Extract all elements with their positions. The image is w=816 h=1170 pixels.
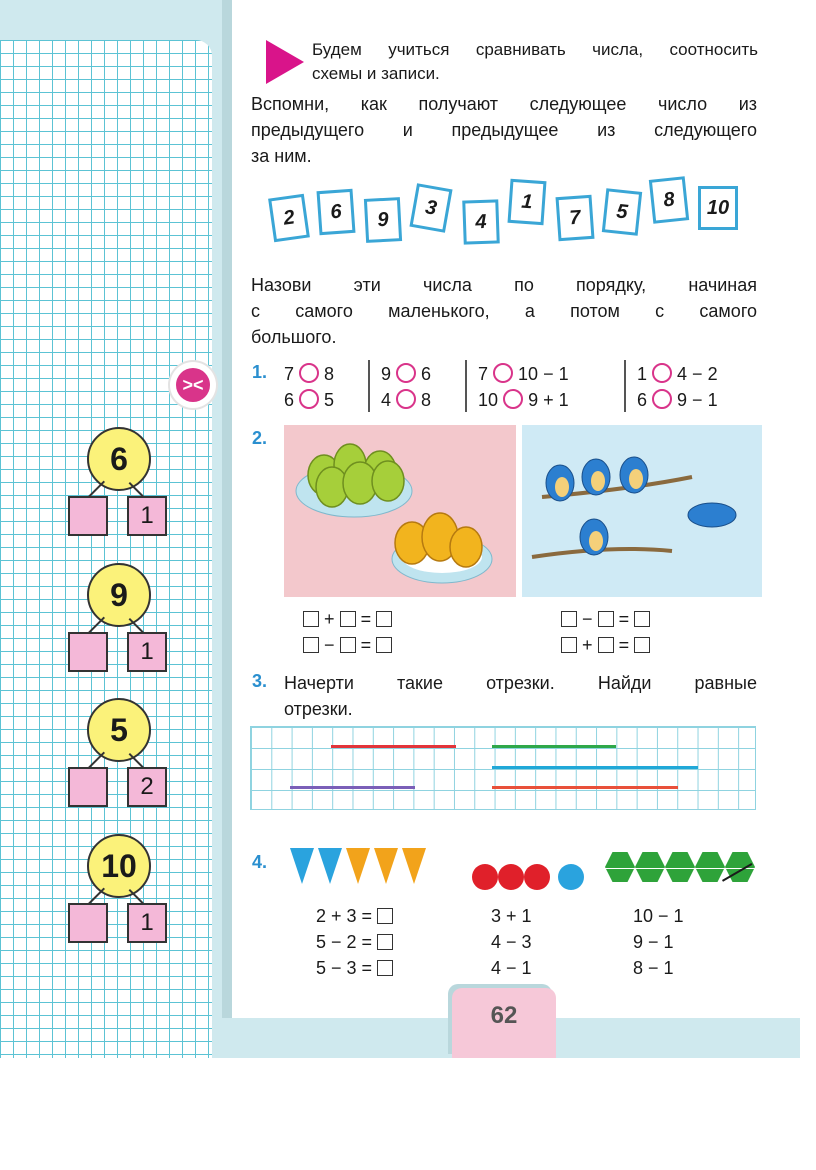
answer-box[interactable] [377,934,393,950]
ex4-col3-row: 9 − 1 [633,932,674,952]
compare-circle[interactable] [396,363,416,383]
ex3-line-1: Начерти такие отрезки. Найди равные [284,673,757,693]
tree-part-blank [68,632,108,672]
goal-arrow-icon [264,38,306,86]
intro-line-2: предыдущего и предыдущее из следующего [251,120,757,140]
ex1-left: 7 [478,364,489,384]
operator: − [324,635,335,655]
ex1-right: 8 [324,364,335,384]
ex4-col3-row: 8 − 1 [633,958,674,978]
answer-box[interactable] [598,637,614,653]
compare-circle[interactable] [652,363,672,383]
segment-orange-red [492,786,678,789]
number-card: 9 [364,197,402,243]
ex4-col2-row: 3 + 1 [491,906,532,926]
number-card: 10 [698,186,738,230]
order-task-line-3: большого. [251,327,337,347]
triangle-blue [290,848,314,884]
ex1-right: 4 − 2 [677,364,718,384]
answer-box[interactable] [634,637,650,653]
ex1-right: 5 [324,390,335,410]
ex1-row [637,361,718,387]
number-card: 1 [508,179,547,225]
segment-blue [492,766,698,769]
birds-illustration [522,425,762,597]
tree-total: 9 [87,563,151,627]
column-divider [624,360,626,412]
number-card: 6 [317,189,356,235]
goal-line-2: схемы и записи. [312,64,440,83]
operator: + [324,609,335,629]
answer-box[interactable] [561,637,577,653]
tree-part-blank [68,767,108,807]
equals: = [360,635,372,655]
ex4-col3-row: 10 − 1 [633,906,684,926]
goal-line-1: Будем учиться сравнивать числа, соотносить [312,40,758,59]
equals: = [360,609,372,629]
pears-illustration [284,425,516,597]
equals: = [618,609,630,629]
operator: − [582,609,593,629]
expression: 2 + 3 = [316,906,373,926]
dot-blue [558,864,584,890]
hexagons-group [605,852,755,882]
compare-circle[interactable] [493,363,513,383]
ex4-col1-row [316,903,393,929]
ex2-right-equation-1 [561,606,650,632]
column-divider [368,360,370,412]
tree-part-blank [68,496,108,536]
compare-circle[interactable] [396,389,416,409]
exercise-4-number: 4. [252,852,268,872]
exercise-3-number: 3. [252,671,268,691]
ex4-col1-row [316,955,393,981]
triangle-orange [346,848,370,884]
number-card: 4 [462,199,500,244]
answer-box[interactable] [376,637,392,653]
ex1-row [381,361,431,387]
hexagon-green [605,852,635,882]
intro-line-3: за ним. [251,146,312,166]
ex3-line-2: отрезки. [284,699,353,719]
equals: = [618,635,630,655]
expression: 5 − 2 = [316,932,373,952]
tree-total: 5 [87,698,151,762]
order-task-line-2: с самого маленького, а потом с самого [251,301,757,321]
triangle-blue [318,848,342,884]
tree-part-value: 1 [127,903,167,943]
number-card: 3 [409,183,452,233]
ex1-left: 1 [637,364,648,384]
number-card: 5 [602,188,642,236]
ex1-left: 6 [284,390,295,410]
tree-part-blank [68,903,108,943]
ex1-left: 7 [284,364,295,384]
ex1-left: 6 [637,390,648,410]
ex1-right: 9 + 1 [528,390,569,410]
exercise-2-number: 2. [252,428,268,448]
ex4-col2-row: 4 − 1 [491,958,532,978]
order-task-line-1: Назови эти числа по порядку, начиная [251,275,757,295]
triangle-orange [402,848,426,884]
answer-box[interactable] [340,611,356,627]
exercise-1-number: 1. [252,362,268,382]
expression: 5 − 3 = [316,958,373,978]
birds-picture [522,425,762,597]
number-card: 8 [649,176,689,224]
ex2-left-equation-2 [303,632,392,658]
pears-picture [284,425,516,597]
ex1-right: 8 [421,390,432,410]
answer-box[interactable] [376,611,392,627]
page-edge-strip [222,0,232,1030]
ex1-row [478,361,569,387]
ex2-right-equation-2 [561,632,650,658]
tree-part-value: 2 [127,767,167,807]
tree-part-value: 1 [127,632,167,672]
ex1-left: 10 [478,390,499,410]
compare-circle[interactable] [503,389,523,409]
ex1-right: 10 − 1 [518,364,569,384]
ex1-right: 6 [421,364,432,384]
ex2-left-equation-1 [303,606,392,632]
hexagon-green [695,852,725,882]
compare-circle[interactable] [299,389,319,409]
answer-box[interactable] [598,611,614,627]
ex1-row [478,387,569,413]
ex1-left: 9 [381,364,392,384]
page-number: 62 [490,1002,518,1029]
answer-box[interactable] [303,611,319,627]
answer-box[interactable] [634,611,650,627]
compare-circle[interactable] [299,363,319,383]
segment-green [492,745,616,748]
compare-icon: >< [176,368,210,402]
number-card: 2 [268,194,310,243]
triangles-group [290,848,426,884]
ex4-col1-row [316,929,393,955]
compare-circle[interactable] [652,389,672,409]
answer-box[interactable] [377,908,393,924]
tree-total: 6 [87,427,151,491]
ex4-col2-row: 4 − 3 [491,932,532,952]
operator: + [582,635,593,655]
answer-box[interactable] [377,960,393,976]
triangle-orange [374,848,398,884]
column-divider [465,360,467,412]
dot-red [524,864,550,890]
hexagon-green [665,852,695,882]
answer-box[interactable] [340,637,356,653]
hexagon-divider [605,868,755,869]
tree-part-value: 1 [127,496,167,536]
ex1-row [381,387,431,413]
segment-purple [290,786,415,789]
intro-line-1: Вспомни, как получают следующее число из [251,94,757,114]
ex1-row [284,387,334,413]
number-card: 7 [556,195,595,241]
ex1-left: 4 [381,390,392,410]
answer-box[interactable] [561,611,577,627]
segment-red [331,745,456,748]
tree-total: 10 [87,834,151,898]
dot-red [472,864,498,890]
ex1-row [284,361,334,387]
dot-red [498,864,524,890]
hexagon-green [635,852,665,882]
ex1-row [637,387,718,413]
answer-box[interactable] [303,637,319,653]
dots-group [472,864,584,890]
ex1-right: 9 − 1 [677,390,718,410]
